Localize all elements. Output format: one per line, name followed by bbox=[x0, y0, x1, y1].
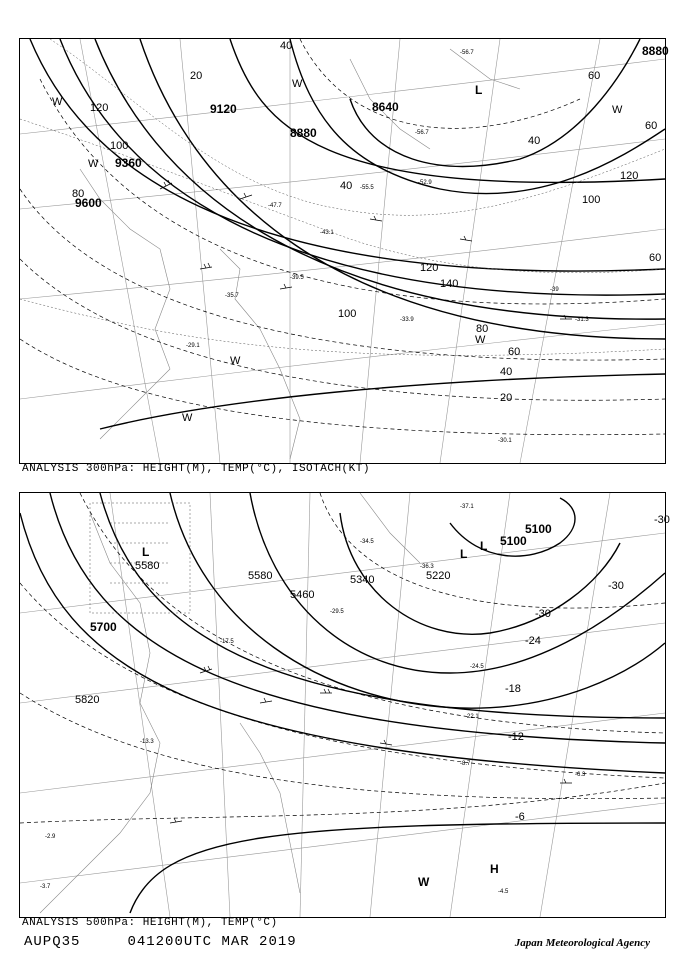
isotach-label: 80 bbox=[72, 188, 85, 200]
station-temp: -17.5 bbox=[220, 639, 234, 645]
isotach-label: 120 bbox=[420, 262, 439, 274]
isotach-label: 40 bbox=[528, 135, 541, 147]
height-contours bbox=[30, 39, 665, 429]
height-label: 9120 bbox=[210, 102, 237, 116]
chart-500hpa-map bbox=[20, 493, 670, 917]
wind-marker: W bbox=[52, 96, 63, 108]
wind-barbs bbox=[160, 180, 572, 319]
height-label: 8880 bbox=[642, 44, 669, 58]
isotach-label: 60 bbox=[649, 252, 662, 264]
height-label: 5220 bbox=[426, 570, 451, 582]
isotach-label: 100 bbox=[338, 308, 357, 320]
isotherm-label: -24 bbox=[525, 635, 541, 647]
agency-name: Japan Meteorological Agency bbox=[514, 937, 650, 949]
chart-500hpa bbox=[19, 492, 670, 918]
isotherm-label: -12 bbox=[508, 731, 524, 743]
isotach-label: 120 bbox=[90, 102, 109, 114]
isotach-label: 60 bbox=[588, 70, 601, 82]
wind-marker: W bbox=[230, 355, 241, 367]
station-temp: -43.1 bbox=[320, 230, 334, 236]
station-temp: -3.7 bbox=[40, 884, 51, 890]
station-temp: -47.7 bbox=[268, 203, 282, 209]
height-label: 5100 bbox=[525, 522, 552, 536]
chart-300hpa-map bbox=[20, 39, 669, 463]
wind-marker: W bbox=[182, 412, 193, 424]
low-pressure-center: L bbox=[460, 547, 468, 561]
height-label: 9600 bbox=[75, 196, 102, 210]
height-label: 5580 bbox=[135, 560, 160, 572]
station-temp: -8.7 bbox=[460, 761, 471, 767]
isotach-label: 120 bbox=[620, 170, 639, 182]
station-temp: -37.1 bbox=[460, 504, 474, 510]
isotach-label: 100 bbox=[110, 140, 129, 152]
isotach-label: 100 bbox=[582, 194, 601, 206]
station-temp: -39.5 bbox=[290, 275, 304, 281]
station-temp: -6.3 bbox=[575, 772, 586, 778]
wind-marker: W bbox=[475, 334, 486, 346]
isotach-label: 80 bbox=[476, 323, 489, 335]
station-temp: -24.5 bbox=[470, 664, 484, 670]
isotach-label: 60 bbox=[645, 120, 658, 132]
station-temp: -29.1 bbox=[186, 343, 200, 349]
station-temp: -36.3 bbox=[420, 564, 434, 570]
station-temp: -35.7 bbox=[225, 293, 239, 299]
height-contours bbox=[20, 493, 665, 913]
valid-time: 041200UTC MAR 2019 bbox=[127, 934, 297, 950]
height-label: 5580 bbox=[248, 570, 273, 582]
station-temp: -33.9 bbox=[400, 317, 414, 323]
isotach-label: 40 bbox=[280, 40, 293, 52]
chart-title bbox=[24, 934, 297, 950]
isotach-label: 40 bbox=[500, 366, 513, 378]
height-label: 5340 bbox=[350, 574, 375, 586]
height-label: 8640 bbox=[372, 100, 399, 114]
isotach-label: 20 bbox=[190, 70, 203, 82]
height-label: 5700 bbox=[90, 620, 117, 634]
isotachs bbox=[20, 39, 665, 435]
wind-marker: W bbox=[612, 104, 623, 116]
station-temp: -4.5 bbox=[498, 889, 509, 895]
station-temp: -55.5 bbox=[360, 185, 374, 191]
height-label: 9360 bbox=[115, 156, 142, 170]
height-label: 5460 bbox=[290, 589, 315, 601]
temp-fields bbox=[90, 503, 190, 613]
height-label: 5100 bbox=[500, 534, 527, 548]
isotherm-label: -30 bbox=[608, 580, 624, 592]
station-temp: -31.3 bbox=[575, 317, 589, 323]
station-temp: -34.5 bbox=[360, 539, 374, 545]
isotherm-label: -6 bbox=[515, 811, 525, 823]
chart-500hpa-caption: ANALYSIS 500hPa: HEIGHT(M), TEMP(°C) bbox=[22, 917, 278, 929]
station-temp: -2.9 bbox=[45, 834, 56, 840]
isotach-label: 140 bbox=[440, 278, 459, 290]
chart-300hpa bbox=[19, 38, 669, 464]
high-pressure-center: H bbox=[490, 862, 499, 876]
station-temp: -30.1 bbox=[498, 438, 512, 444]
station-temp: -13.3 bbox=[140, 739, 154, 745]
station-temp: -56.7 bbox=[460, 50, 474, 56]
height-label: 5820 bbox=[75, 694, 100, 706]
wind-marker: W bbox=[418, 875, 430, 889]
isotherm-label: -18 bbox=[505, 683, 521, 695]
station-temp: -22.1 bbox=[465, 714, 479, 720]
isotherm-label: -30 bbox=[654, 514, 670, 526]
station-temp: -29.5 bbox=[330, 609, 344, 615]
low-pressure-center: L bbox=[480, 539, 488, 553]
isotach-label: 40 bbox=[340, 180, 353, 192]
low-pressure-center: L bbox=[142, 545, 150, 559]
chart-code: AUPQ35 bbox=[24, 934, 81, 950]
low-pressure-center: L bbox=[475, 83, 483, 97]
station-temp: -39 bbox=[550, 287, 559, 293]
wind-marker: W bbox=[88, 158, 99, 170]
isotach-label: 20 bbox=[500, 392, 513, 404]
height-label: 8880 bbox=[290, 126, 317, 140]
station-temp: -52.9 bbox=[418, 180, 432, 186]
isotach-label: 60 bbox=[508, 346, 521, 358]
wind-marker: W bbox=[292, 78, 303, 90]
graticule bbox=[20, 493, 665, 917]
isotherm-label: -30 bbox=[535, 608, 551, 620]
station-temp: -56.7 bbox=[415, 130, 429, 136]
chart-300hpa-caption: ANALYSIS 300hPa: HEIGHT(M), TEMP(°C), ISOTACH(KT) bbox=[22, 463, 370, 475]
